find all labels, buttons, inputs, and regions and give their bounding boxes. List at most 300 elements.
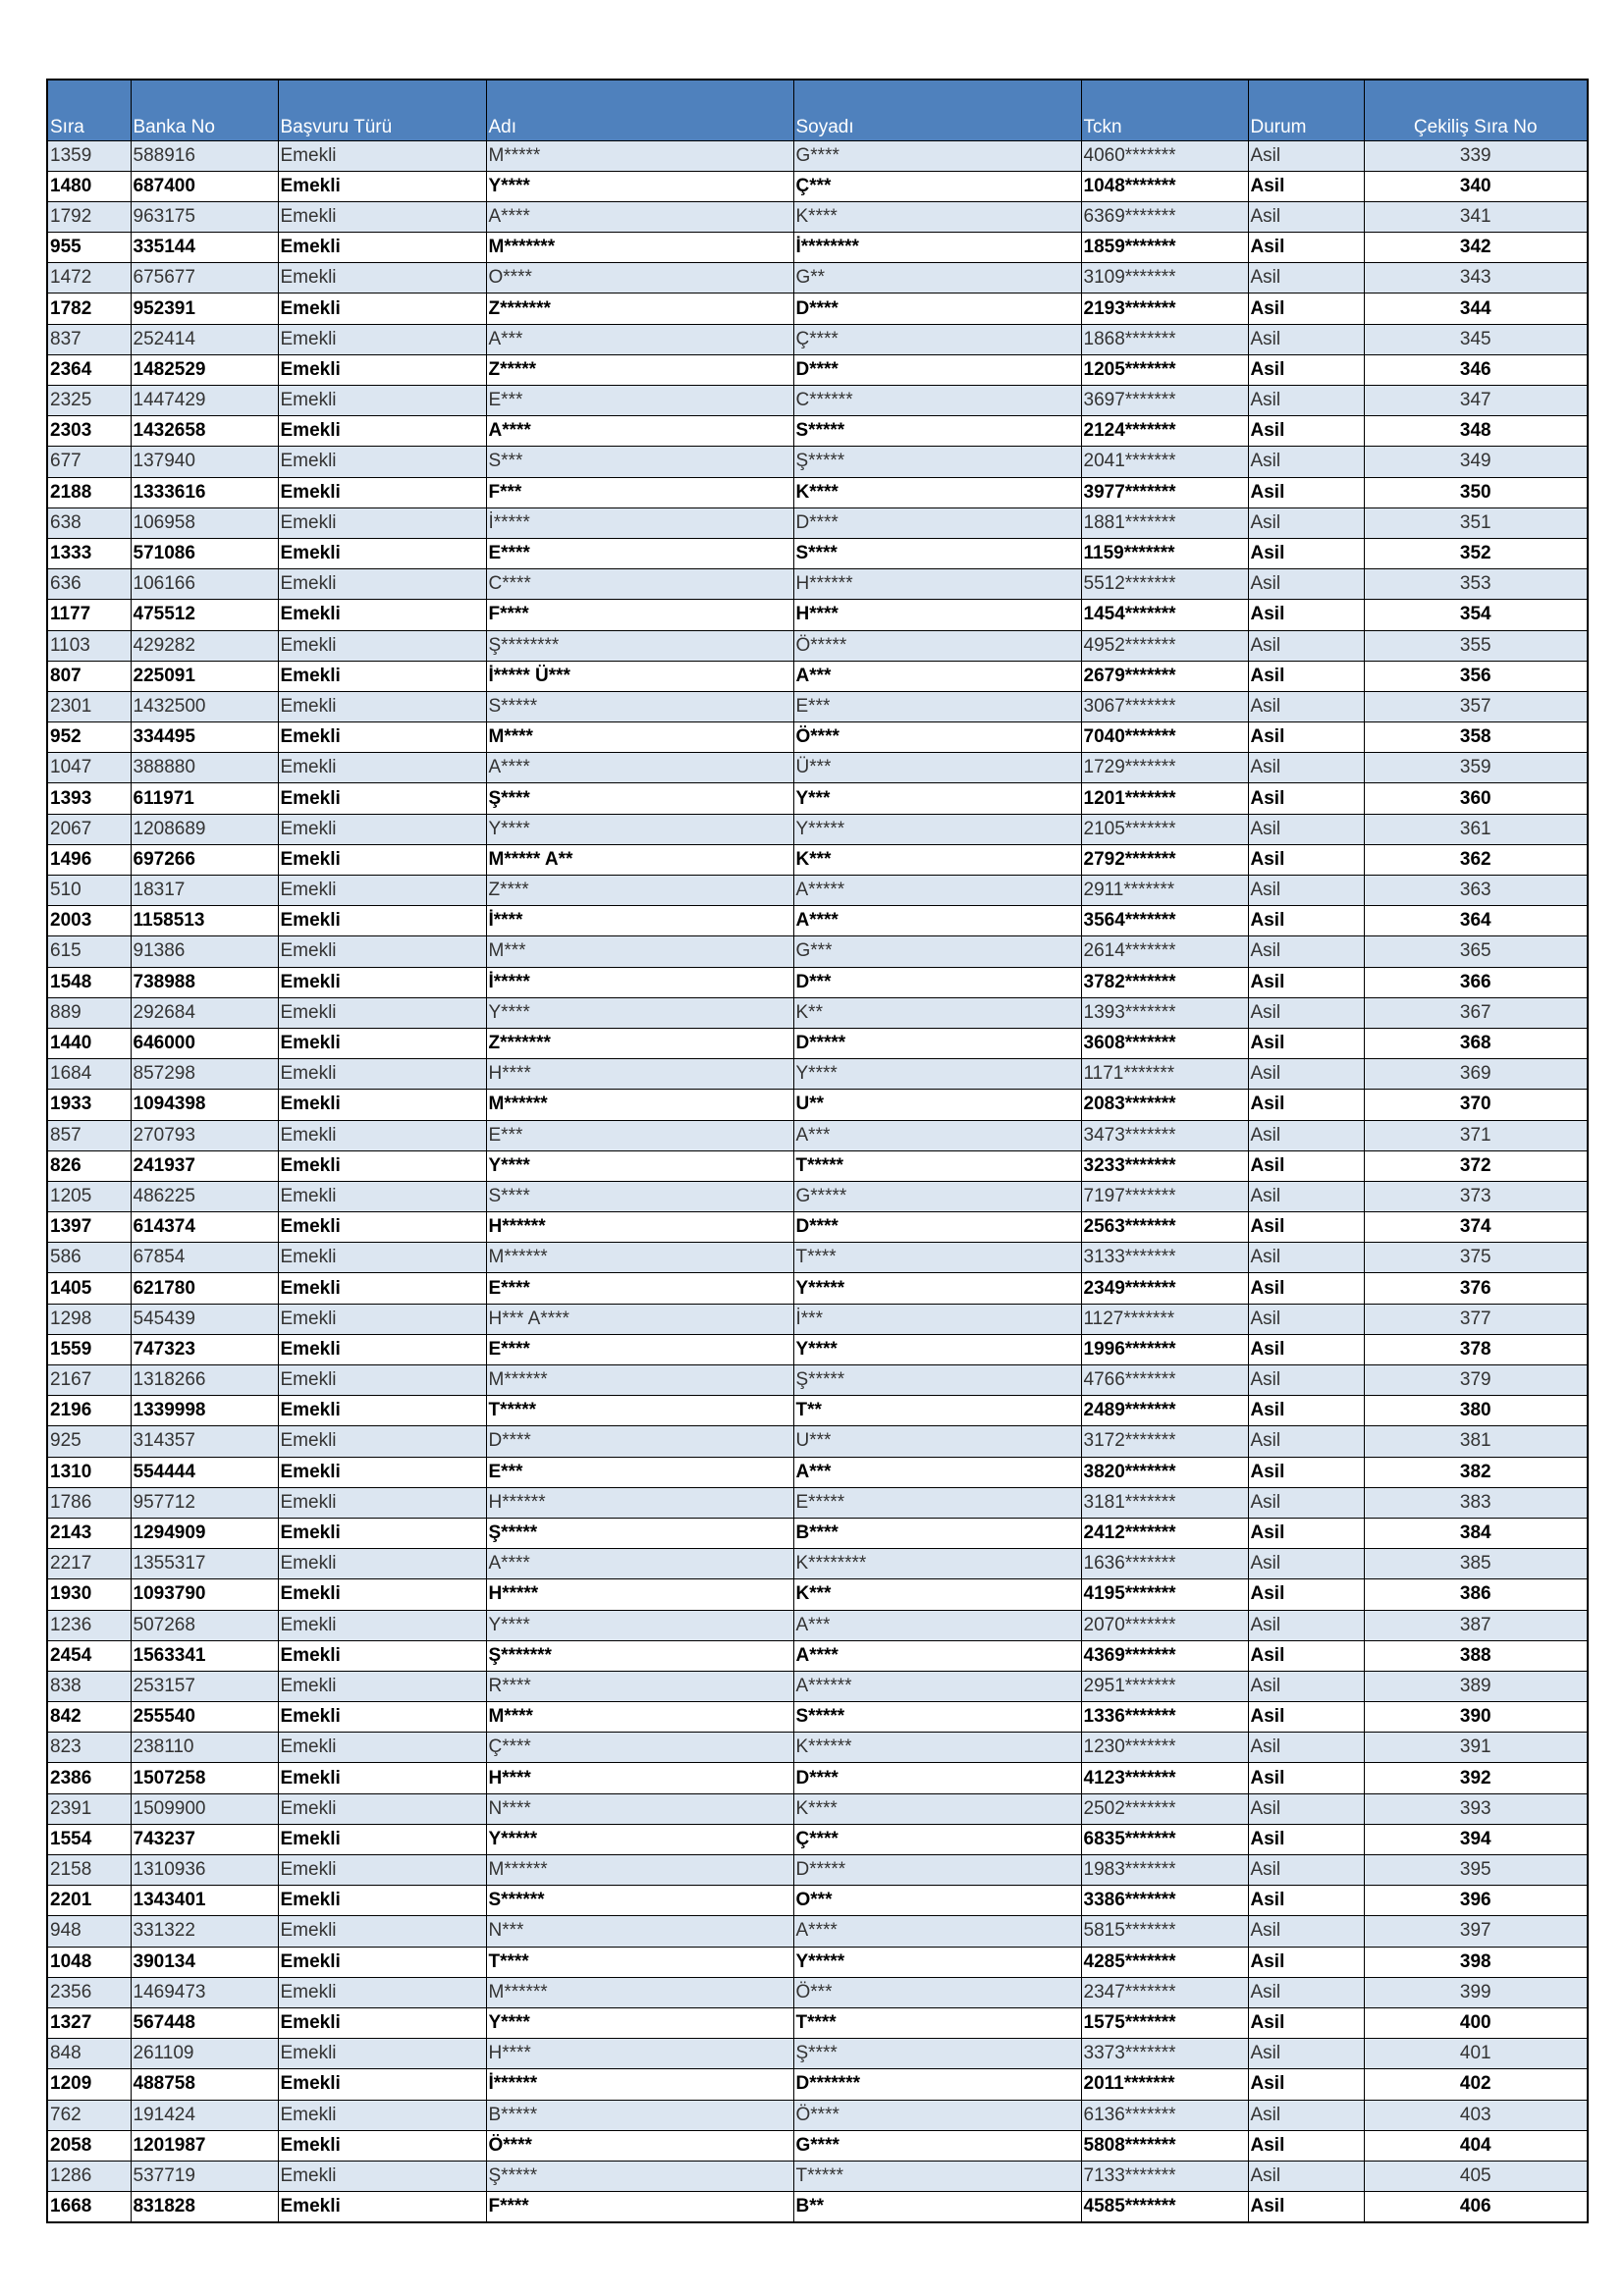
cell-sira: 2325 [47,386,131,416]
table-row [47,2039,1588,2069]
table-row [47,1396,1588,1426]
table-row [47,140,1588,171]
cell-cekilis-sira-no: 367 [1364,997,1588,1028]
table-row [47,1028,1588,1058]
cell-adi: T**** [486,1947,793,1977]
cell-adi: Ş***** [486,2161,793,2191]
cell-soyadi: A*** [793,1120,1081,1150]
cell-banka-no: 1447429 [131,386,278,416]
cell-banka-no: 331322 [131,1916,278,1947]
cell-adi: M**** [486,1702,793,1733]
cell-banka-no: 241937 [131,1150,278,1181]
cell-tckn: 2193******* [1081,294,1248,324]
column-header-basvuru-turu: Başvuru Türü [278,80,486,140]
cell-cekilis-sira-no: 397 [1364,1916,1588,1947]
cell-cekilis-sira-no: 379 [1364,1365,1588,1396]
cell-sira: 1496 [47,844,131,875]
table-row [47,1640,1588,1671]
cell-adi: Ş***** [486,1518,793,1548]
cell-sira: 1103 [47,630,131,661]
cell-banka-no: 621780 [131,1273,278,1304]
column-header-tckn: Tckn [1081,80,1248,140]
cell-banka-no: 91386 [131,936,278,967]
cell-adi: F*** [486,477,793,507]
cell-basvuru-turu: Emekli [278,1212,486,1243]
cell-sira: 1440 [47,1028,131,1058]
table-header [47,80,1588,140]
cell-basvuru-turu: Emekli [278,1793,486,1824]
cell-adi: M****** [486,1243,793,1273]
cell-cekilis-sira-no: 356 [1364,661,1588,691]
cell-tckn: 1205******* [1081,354,1248,385]
cell-banka-no: 567448 [131,2007,278,2038]
cell-tckn: 4369******* [1081,1640,1248,1671]
cell-tckn: 3181******* [1081,1487,1248,1518]
cell-soyadi: Y**** [793,1334,1081,1364]
cell-cekilis-sira-no: 392 [1364,1763,1588,1793]
cell-tckn: 1636******* [1081,1549,1248,1579]
cell-basvuru-turu: Emekli [278,1886,486,1916]
table-row [47,1824,1588,1854]
cell-banka-no: 335144 [131,233,278,263]
cell-adi: Ş******** [486,630,793,661]
cell-durum: Asil [1248,1090,1364,1120]
cell-tckn: 5815******* [1081,1916,1248,1947]
cell-adi: Y**** [486,814,793,844]
cell-durum: Asil [1248,967,1364,997]
cell-basvuru-turu: Emekli [278,997,486,1028]
cell-soyadi: Y*** [793,783,1081,814]
cell-sira: 823 [47,1733,131,1763]
cell-cekilis-sira-no: 339 [1364,140,1588,171]
cell-sira: 857 [47,1120,131,1150]
cell-durum: Asil [1248,1426,1364,1457]
table-row [47,416,1588,447]
table-row [47,876,1588,906]
cell-banka-no: 743237 [131,1824,278,1854]
cell-banka-no: 252414 [131,324,278,354]
table-row [47,1273,1588,1304]
cell-sira: 1359 [47,140,131,171]
cell-adi: M**** [486,722,793,753]
cell-tckn: 2614******* [1081,936,1248,967]
cell-soyadi: D***** [793,1028,1081,1058]
cell-sira: 925 [47,1426,131,1457]
cell-basvuru-turu: Emekli [278,630,486,661]
table-row [47,1733,1588,1763]
cell-cekilis-sira-no: 373 [1364,1181,1588,1211]
column-header-adi: Adı [486,80,793,140]
cell-tckn: 2563******* [1081,1212,1248,1243]
table-row [47,1181,1588,1211]
cell-adi: H****** [486,1212,793,1243]
cell-soyadi: İ*** [793,1304,1081,1334]
cell-banka-no: 1563341 [131,1640,278,1671]
cell-adi: T***** [486,1396,793,1426]
cell-sira: 1177 [47,600,131,630]
cell-adi: Ö**** [486,2130,793,2161]
draw-results-table [46,79,1589,2223]
cell-cekilis-sira-no: 366 [1364,967,1588,997]
cell-basvuru-turu: Emekli [278,1396,486,1426]
cell-banka-no: 106958 [131,507,278,538]
cell-cekilis-sira-no: 360 [1364,783,1588,814]
cell-soyadi: G***** [793,1181,1081,1211]
cell-cekilis-sira-no: 359 [1364,753,1588,783]
cell-banka-no: 334495 [131,722,278,753]
cell-durum: Asil [1248,1120,1364,1150]
cell-soyadi: E***** [793,1487,1081,1518]
cell-sira: 762 [47,2100,131,2130]
cell-adi: H****** [486,1487,793,1518]
table-row [47,1487,1588,1518]
cell-durum: Asil [1248,2161,1364,2191]
table-row [47,233,1588,263]
cell-sira: 2201 [47,1886,131,1916]
cell-basvuru-turu: Emekli [278,2100,486,2130]
cell-basvuru-turu: Emekli [278,1702,486,1733]
cell-banka-no: 747323 [131,1334,278,1364]
cell-sira: 2217 [47,1549,131,1579]
cell-cekilis-sira-no: 361 [1364,814,1588,844]
cell-soyadi: D***** [793,1855,1081,1886]
table-row [47,661,1588,691]
cell-tckn: 4952******* [1081,630,1248,661]
cell-soyadi: C****** [793,386,1081,416]
cell-adi: E*** [486,1120,793,1150]
cell-durum: Asil [1248,1916,1364,1947]
cell-cekilis-sira-no: 401 [1364,2039,1588,2069]
cell-durum: Asil [1248,1304,1364,1334]
cell-sira: 2058 [47,2130,131,2161]
cell-banka-no: 738988 [131,967,278,997]
cell-adi: S*** [486,447,793,477]
cell-tckn: 3473******* [1081,1120,1248,1150]
cell-basvuru-turu: Emekli [278,1059,486,1090]
cell-soyadi: H**** [793,600,1081,630]
cell-durum: Asil [1248,876,1364,906]
cell-durum: Asil [1248,906,1364,936]
cell-adi: D**** [486,1426,793,1457]
cell-banka-no: 507268 [131,1610,278,1640]
cell-durum: Asil [1248,2007,1364,2038]
cell-cekilis-sira-no: 348 [1364,416,1588,447]
cell-sira: 1286 [47,2161,131,2191]
cell-durum: Asil [1248,1886,1364,1916]
cell-cekilis-sira-no: 346 [1364,354,1588,385]
cell-tckn: 2041******* [1081,447,1248,477]
cell-cekilis-sira-no: 369 [1364,1059,1588,1090]
cell-adi: Z******* [486,294,793,324]
cell-durum: Asil [1248,1059,1364,1090]
table-row [47,783,1588,814]
cell-soyadi: Ö*** [793,1977,1081,2007]
cell-soyadi: A**** [793,1640,1081,1671]
cell-tckn: 1201******* [1081,783,1248,814]
cell-adi: M*** [486,936,793,967]
cell-basvuru-turu: Emekli [278,1824,486,1854]
cell-sira: 2454 [47,1640,131,1671]
cell-adi: H**** [486,2039,793,2069]
cell-durum: Asil [1248,814,1364,844]
cell-adi: Y**** [486,2007,793,2038]
cell-tckn: 4060******* [1081,140,1248,171]
cell-sira: 2386 [47,1763,131,1793]
table-row [47,967,1588,997]
cell-soyadi: K*** [793,844,1081,875]
cell-soyadi: D******* [793,2069,1081,2100]
cell-sira: 826 [47,1150,131,1181]
cell-basvuru-turu: Emekli [278,2161,486,2191]
cell-basvuru-turu: Emekli [278,477,486,507]
cell-durum: Asil [1248,936,1364,967]
cell-soyadi: Ç*** [793,171,1081,201]
cell-banka-no: 697266 [131,844,278,875]
cell-durum: Asil [1248,722,1364,753]
cell-cekilis-sira-no: 375 [1364,1243,1588,1273]
cell-banka-no: 1094398 [131,1090,278,1120]
cell-adi: R**** [486,1671,793,1701]
table-body [47,140,1588,2222]
cell-adi: M***** A** [486,844,793,875]
cell-banka-no: 1339998 [131,1396,278,1426]
cell-basvuru-turu: Emekli [278,538,486,568]
cell-basvuru-turu: Emekli [278,906,486,936]
cell-basvuru-turu: Emekli [278,876,486,906]
cell-sira: 838 [47,1671,131,1701]
cell-basvuru-turu: Emekli [278,1916,486,1947]
cell-adi: H**** [486,1059,793,1090]
table-row [47,1947,1588,1977]
cell-tckn: 2083******* [1081,1090,1248,1120]
cell-adi: E*** [486,1457,793,1487]
cell-tckn: 3782******* [1081,967,1248,997]
cell-durum: Asil [1248,1702,1364,1733]
table-row [47,294,1588,324]
cell-cekilis-sira-no: 404 [1364,2130,1588,2161]
cell-soyadi: K** [793,997,1081,1028]
cell-soyadi: U*** [793,1426,1081,1457]
cell-cekilis-sira-no: 343 [1364,263,1588,294]
table-row [47,753,1588,783]
cell-tckn: 7040******* [1081,722,1248,753]
cell-tckn: 2070******* [1081,1610,1248,1640]
cell-banka-no: 1208689 [131,814,278,844]
cell-basvuru-turu: Emekli [278,1763,486,1793]
cell-durum: Asil [1248,1396,1364,1426]
cell-adi: M***** [486,140,793,171]
cell-cekilis-sira-no: 372 [1364,1150,1588,1181]
cell-adi: H***** [486,1579,793,1610]
cell-basvuru-turu: Emekli [278,1090,486,1120]
cell-tckn: 2951******* [1081,1671,1248,1701]
cell-tckn: 3373******* [1081,2039,1248,2069]
cell-basvuru-turu: Emekli [278,1549,486,1579]
cell-tckn: 4766******* [1081,1365,1248,1396]
cell-durum: Asil [1248,1243,1364,1273]
cell-banka-no: 1333616 [131,477,278,507]
cell-soyadi: A*** [793,1610,1081,1640]
cell-cekilis-sira-no: 406 [1364,2192,1588,2223]
cell-sira: 1472 [47,263,131,294]
cell-soyadi: K****** [793,1733,1081,1763]
cell-tckn: 1127******* [1081,1304,1248,1334]
cell-cekilis-sira-no: 341 [1364,201,1588,232]
cell-banka-no: 238110 [131,1733,278,1763]
cell-durum: Asil [1248,324,1364,354]
cell-soyadi: A*** [793,661,1081,691]
cell-sira: 1668 [47,2192,131,2223]
cell-sira: 952 [47,722,131,753]
cell-banka-no: 388880 [131,753,278,783]
cell-tckn: 1881******* [1081,507,1248,538]
cell-durum: Asil [1248,600,1364,630]
cell-basvuru-turu: Emekli [278,233,486,263]
cell-tckn: 3977******* [1081,477,1248,507]
table-row [47,1059,1588,1090]
cell-sira: 2301 [47,691,131,721]
cell-durum: Asil [1248,1610,1364,1640]
cell-basvuru-turu: Emekli [278,967,486,997]
cell-durum: Asil [1248,1487,1364,1518]
cell-soyadi: D**** [793,1212,1081,1243]
cell-cekilis-sira-no: 398 [1364,1947,1588,1977]
cell-durum: Asil [1248,1640,1364,1671]
cell-sira: 1327 [47,2007,131,2038]
cell-adi: M****** [486,1855,793,1886]
table-row [47,1977,1588,2007]
column-header-sira: Sıra [47,80,131,140]
cell-soyadi: Ö**** [793,722,1081,753]
cell-adi: İ****** [486,2069,793,2100]
table-row [47,1579,1588,1610]
cell-cekilis-sira-no: 349 [1364,447,1588,477]
cell-cekilis-sira-no: 378 [1364,1334,1588,1364]
cell-durum: Asil [1248,2192,1364,2223]
cell-basvuru-turu: Emekli [278,936,486,967]
cell-tckn: 1048******* [1081,171,1248,201]
cell-adi: Ş**** [486,783,793,814]
cell-soyadi: A**** [793,1916,1081,1947]
cell-banka-no: 390134 [131,1947,278,1977]
cell-durum: Asil [1248,691,1364,721]
cell-durum: Asil [1248,1457,1364,1487]
cell-adi: S**** [486,1181,793,1211]
cell-soyadi: O*** [793,1886,1081,1916]
table-row [47,386,1588,416]
cell-tckn: 1868******* [1081,324,1248,354]
table-row [47,447,1588,477]
cell-sira: 2356 [47,1977,131,2007]
cell-cekilis-sira-no: 403 [1364,2100,1588,2130]
cell-cekilis-sira-no: 386 [1364,1579,1588,1610]
cell-sira: 948 [47,1916,131,1947]
cell-basvuru-turu: Emekli [278,2039,486,2069]
cell-durum: Asil [1248,661,1364,691]
cell-tckn: 3233******* [1081,1150,1248,1181]
cell-durum: Asil [1248,538,1364,568]
table-row [47,814,1588,844]
cell-soyadi: D**** [793,1763,1081,1793]
cell-soyadi: T**** [793,1243,1081,1273]
cell-sira: 2188 [47,477,131,507]
cell-soyadi: Ş***** [793,1365,1081,1396]
cell-basvuru-turu: Emekli [278,1610,486,1640]
cell-soyadi: İ******** [793,233,1081,263]
cell-sira: 1782 [47,294,131,324]
cell-cekilis-sira-no: 351 [1364,507,1588,538]
table-row [47,1793,1588,1824]
cell-banka-no: 537719 [131,2161,278,2191]
cell-soyadi: G**** [793,2130,1081,2161]
column-header-banka-no: Banka No [131,80,278,140]
cell-soyadi: E*** [793,691,1081,721]
cell-adi: İ***** [486,507,793,538]
cell-tckn: 6136******* [1081,2100,1248,2130]
cell-banka-no: 1310936 [131,1855,278,1886]
cell-soyadi: U** [793,1090,1081,1120]
table-row [47,722,1588,753]
cell-sira: 1209 [47,2069,131,2100]
cell-basvuru-turu: Emekli [278,814,486,844]
cell-cekilis-sira-no: 394 [1364,1824,1588,1854]
cell-soyadi: Ş**** [793,2039,1081,2069]
cell-adi: S****** [486,1886,793,1916]
cell-banka-no: 554444 [131,1457,278,1487]
cell-banka-no: 1469473 [131,1977,278,2007]
cell-basvuru-turu: Emekli [278,1457,486,1487]
cell-cekilis-sira-no: 383 [1364,1487,1588,1518]
cell-banka-no: 261109 [131,2039,278,2069]
cell-durum: Asil [1248,2130,1364,2161]
cell-soyadi: Ç**** [793,1824,1081,1854]
cell-cekilis-sira-no: 365 [1364,936,1588,967]
cell-sira: 636 [47,569,131,600]
cell-tckn: 2011******* [1081,2069,1248,2100]
cell-cekilis-sira-no: 371 [1364,1120,1588,1150]
cell-tckn: 3386******* [1081,1886,1248,1916]
cell-cekilis-sira-no: 384 [1364,1518,1588,1548]
cell-tckn: 5808******* [1081,2130,1248,2161]
cell-banka-no: 67854 [131,1243,278,1273]
cell-sira: 2003 [47,906,131,936]
cell-adi: A**** [486,753,793,783]
cell-cekilis-sira-no: 342 [1364,233,1588,263]
cell-tckn: 6369******* [1081,201,1248,232]
cell-basvuru-turu: Emekli [278,140,486,171]
cell-tckn: 3067******* [1081,691,1248,721]
cell-banka-no: 1355317 [131,1549,278,1579]
cell-banka-no: 429282 [131,630,278,661]
cell-soyadi: Y***** [793,1273,1081,1304]
cell-banka-no: 255540 [131,1702,278,1733]
cell-adi: M****** [486,1977,793,2007]
header-row [47,80,1588,140]
cell-basvuru-turu: Emekli [278,1579,486,1610]
cell-durum: Asil [1248,354,1364,385]
cell-basvuru-turu: Emekli [278,1243,486,1273]
cell-durum: Asil [1248,233,1364,263]
cell-basvuru-turu: Emekli [278,661,486,691]
cell-soyadi: T**** [793,2007,1081,2038]
cell-banka-no: 1432500 [131,691,278,721]
cell-soyadi: D**** [793,354,1081,385]
cell-basvuru-turu: Emekli [278,1671,486,1701]
cell-durum: Asil [1248,507,1364,538]
table-row [47,1304,1588,1334]
cell-basvuru-turu: Emekli [278,507,486,538]
cell-soyadi: K******** [793,1549,1081,1579]
